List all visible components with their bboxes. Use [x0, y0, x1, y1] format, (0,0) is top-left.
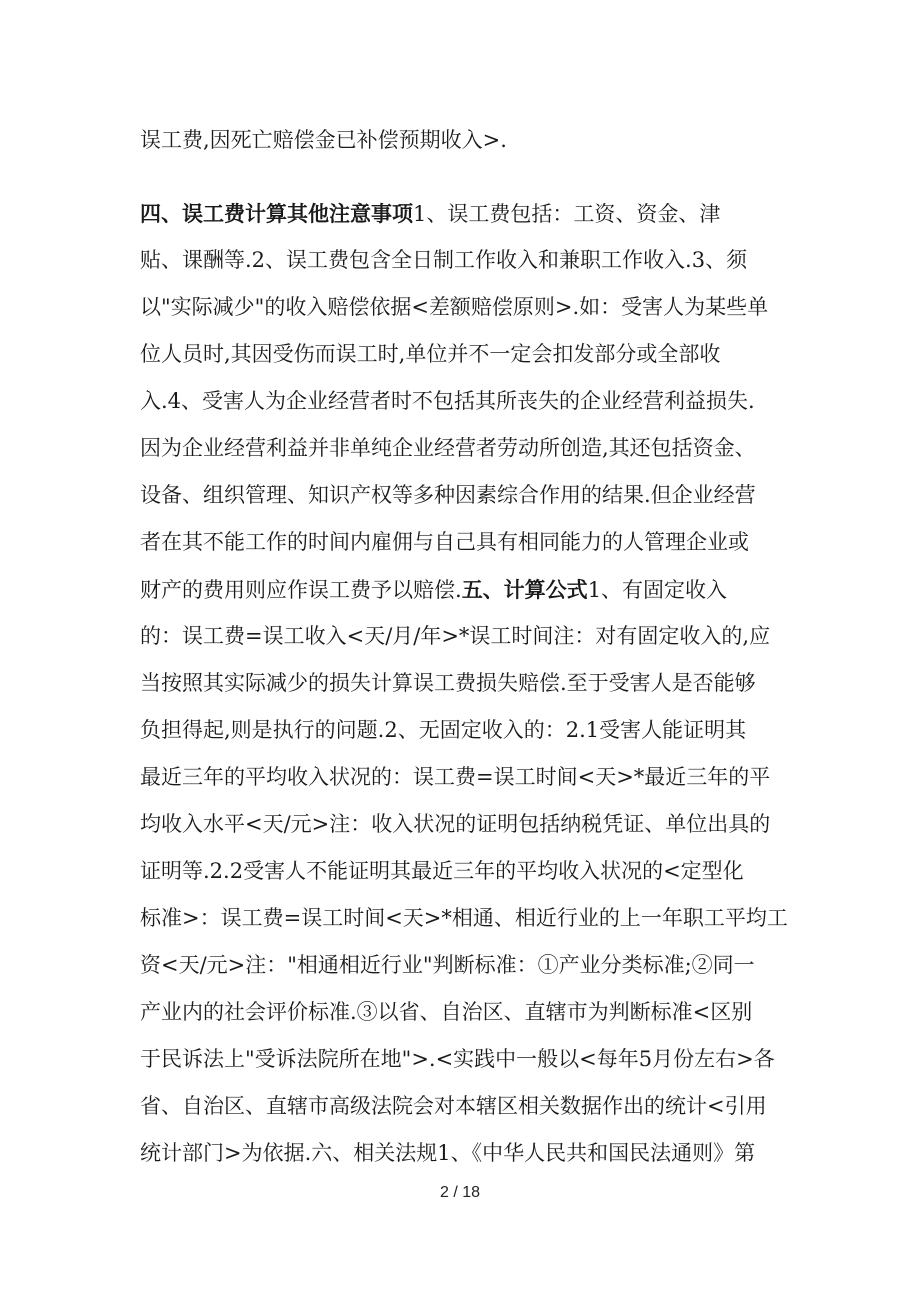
body-text: 入.4、受害人为企业经营者时不包括其所丧失的企业经营利益损失. — [140, 389, 755, 413]
body-text: 均收入水平<天/元>注：收入状况的证明包括纳税凭证、单位出具的 — [140, 812, 771, 836]
body-text: 负担得起,则是执行的问题.2、无固定收入的：2.1受害人能证明其 — [140, 718, 747, 742]
text-line — [140, 613, 790, 660]
text-line — [140, 237, 790, 284]
text-line — [140, 707, 790, 754]
body-text: 于民诉法上"受诉法院所在地">.<实践中一般以<每年5月份左右>各 — [140, 1047, 775, 1071]
section-heading: 四、误工费计算其他注意事项 — [140, 201, 413, 226]
text-line — [140, 848, 790, 895]
document-body — [140, 117, 790, 1177]
text-line — [140, 519, 790, 566]
body-text: 产业内的社会评价标准.③以省、自治区、直辖市为判断标准<区别 — [140, 1000, 753, 1024]
body-text: 贴、课酬等.2、误工费包含全日制工作收入和兼职工作收入.3、须 — [140, 248, 748, 272]
body-text: 者在其不能工作的时间内雇佣与自己具有相同能力的人管理企业或 — [140, 530, 749, 554]
text-line — [140, 942, 790, 989]
page-number: 2 / 18 — [439, 1184, 481, 1201]
body-text: 财产的费用则应作误工费予以赔偿. — [140, 578, 462, 602]
text-line — [140, 1130, 790, 1177]
text-line — [140, 660, 790, 707]
text-line — [140, 754, 790, 801]
body-text: 的：误工费=误工收入<天/月/年>*误工时间注：对有固定收入的,应 — [140, 624, 771, 648]
text-line — [140, 472, 790, 519]
body-text: 当按照其实际减少的损失计算误工费损失赔偿.至于受害人是否能够 — [140, 671, 756, 695]
text-line — [140, 331, 790, 378]
text-line — [140, 284, 790, 331]
text-line — [140, 117, 790, 164]
text-line — [140, 1083, 790, 1130]
body-text: 最近三年的平均收入状况的：误工费=误工时间<天>*最近三年的平 — [140, 765, 771, 789]
text-line — [140, 801, 790, 848]
text-line — [140, 1036, 790, 1083]
paragraph-gap — [140, 164, 790, 190]
body-text: 省、自治区、直辖市高级法院会对本辖区相关数据作出的统计<引用 — [140, 1094, 767, 1118]
body-text: 统计部门>为依据.六、相关法规1、《中华人民共和国民法通则》第 — [140, 1141, 756, 1165]
text-line — [140, 190, 790, 237]
body-text: 以"实际减少"的收入赔偿依据<差额赔偿原则>.如：受害人为某些单 — [140, 295, 769, 319]
body-text: 位人员时,其因受伤而误工时,单位并不一定会扣发部分或全部收 — [140, 342, 721, 366]
body-text: 资<天/元>注："相通相近行业"判断标准：①产业分类标准;②同一 — [140, 953, 755, 977]
body-text: 设备、组织管理、知识产权等多种因素综合作用的结果.但企业经营 — [140, 483, 756, 507]
text-line — [140, 566, 790, 613]
text-line — [140, 378, 790, 425]
text-line — [140, 895, 790, 942]
body-text: 标准>：误工费=误工时间<天>*相通、相近行业的上一年职工平均工 — [140, 906, 788, 930]
body-text: 证明等.2.2受害人不能证明其最近三年的平均收入状况的<定型化 — [140, 859, 744, 883]
text-line — [140, 425, 790, 472]
text-line — [140, 989, 790, 1036]
body-text: 1、有固定收入 — [587, 578, 728, 602]
body-text: 误工费,因死亡赔偿金已补偿预期收入>. — [140, 128, 507, 152]
body-text: 1、误工费包括：工资、资金、津 — [413, 202, 721, 226]
body-text: 因为企业经营利益并非单纯企业经营者劳动所创造,其还包括资金、 — [140, 436, 756, 460]
section-heading: 五、计算公式 — [461, 577, 588, 602]
